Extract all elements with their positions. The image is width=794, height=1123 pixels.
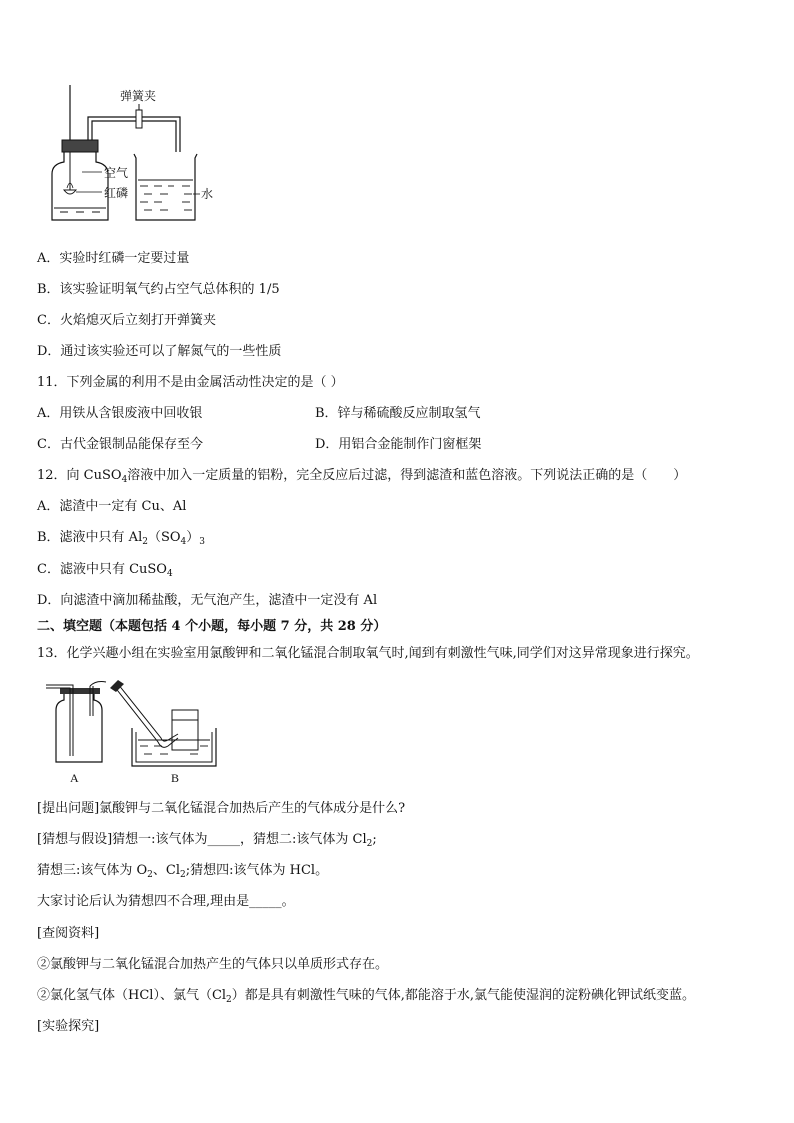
q13-hypothesis-1-2: [猜想与假设]猜想一:该气体为_____，猜想二:该气体为 $Cl_2$;: [37, 832, 377, 849]
q11-option-c: C．古代金银制品能保存至今: [37, 437, 203, 452]
q11-stem: 11．下列金属的利用不是由金属活动性决定的是（ ）: [37, 375, 344, 390]
q11-option-a: A．用铁从含银废液中回收银: [37, 406, 203, 421]
red-phosphorus-apparatus-figure: [40, 82, 230, 227]
phosphorus-label: 红磷: [104, 186, 129, 200]
q13-consult-heading: [查阅资料]: [37, 926, 100, 941]
q13-info-1: ②氯酸钾与二氧化锰混合加热产生的气体只以单质形式存在。: [37, 957, 389, 972]
q13-info-2: ②氯化氢气体（HCl）、氯气$(Cl_2)$都是具有刺激性气味的气体,都能溶于水,氯气能使湿润的淀粉碘化钾试纸变蓝。: [37, 988, 696, 1005]
q13-hypothesis-3-4: 猜想三:该气体为 $O_2$、$Cl_2$;猜想四:该气体为 HCl。: [37, 863, 329, 880]
figure-label-b: B: [171, 771, 180, 785]
q13-explore-heading: [实验探究]: [37, 1019, 100, 1034]
q10-option-b: B．该实验证明氧气约占空气总体积的 1/5: [37, 282, 280, 297]
q13-stem: 13．化学兴趣小组在实验室用氯酸钾和二氧化锰混合制取氧气时,闻到有刺激性气味,同学们对这异常现象进行探究。: [37, 646, 699, 661]
q10-option-c: C．火焰熄灭后立刻打开弹簧夹: [37, 313, 216, 328]
answer-blank: _____: [249, 894, 282, 909]
q11-option-d: D．用铝合金能制作门窗框架: [315, 437, 482, 452]
q12-option-a: A．滤渣中一定有 Cu、Al: [37, 499, 187, 514]
q10-option-d: D．通过该实验还可以了解氮气的一些性质: [37, 344, 282, 359]
air-label: 空气: [104, 166, 129, 180]
section-2-heading: 二、填空题（本题包括 4 个小题，每小题 7 分，共 28 分）: [37, 619, 387, 634]
q12-option-c: C．滤液中只有 CuSO$_4$: [37, 562, 173, 579]
q11-option-b: B．锌与稀硫酸反应制取氢气: [315, 406, 481, 421]
answer-blank: _____: [207, 832, 241, 847]
q12-stem: 12．向 CuSO$_4$溶液中加入一定质量的铝粉，完全反应后过滤，得到滤渣和蓝色溶液。下列说法正确的是（ ）: [37, 468, 687, 485]
q13-discussion: 大家讨论后认为猜想四不合理,理由是_____。: [37, 894, 295, 909]
clip-label: 弹簧夹: [120, 89, 157, 103]
q10-option-a: A．实验时红磷一定要过量: [37, 251, 190, 266]
q12-option-b: B．滤液中只有 $Al_2(SO_4)_3$: [37, 530, 206, 547]
q12-option-d: D．向滤渣中滴加稀盐酸，无气泡产生，滤渣中一定没有 Al: [37, 593, 378, 608]
q13-question: [提出问题]氯酸钾与二氧化锰混合加热后产生的气体成分是什么?: [37, 801, 406, 816]
gas-collection-apparatus-figure: [40, 676, 230, 788]
water-label: 水: [201, 187, 214, 201]
figure-label-a: A: [70, 771, 79, 785]
